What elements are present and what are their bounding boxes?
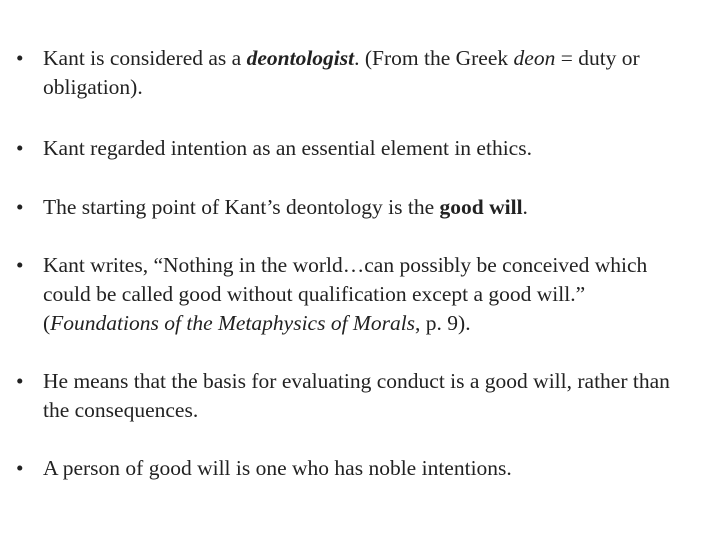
bullet-text: He means that the basis for evaluating conduct is a good will, rather than the consequences. [43, 369, 670, 422]
bullet-item-deontologist [16, 44, 676, 102]
bullet-glyph: • [16, 456, 24, 480]
bullet-item-good-will [16, 193, 676, 222]
bullet-glyph: • [16, 369, 24, 393]
bullet-text: Kant regarded intention as an essential element in ethics. [43, 136, 532, 160]
bullet-glyph: • [16, 195, 24, 219]
bullet-text: A person of good will is one who has noble intentions. [43, 456, 512, 480]
bullet-item-evaluation [16, 367, 676, 425]
bullet-text: , p. 9). [415, 311, 471, 335]
bullet-text: . [522, 195, 528, 219]
bullet-item-noble-intentions [16, 454, 676, 483]
emphasis-term: deon [513, 46, 556, 70]
bullet-glyph: • [16, 136, 24, 160]
bullet-list [16, 44, 676, 483]
bullet-text: Kant is considered as a [43, 46, 247, 70]
bullet-item-quote [16, 251, 676, 338]
bullet-glyph: • [16, 253, 24, 277]
emphasis-term: good will [439, 195, 523, 219]
bullet-item-intention [16, 134, 676, 163]
bullet-text: . (From the Greek [354, 46, 514, 70]
bullet-text: = duty or obligation). [43, 46, 640, 99]
bullet-glyph: • [16, 46, 24, 70]
bullet-text: The starting point of Kant’s deontology is the [43, 195, 440, 219]
emphasis-term: deontologist [246, 46, 355, 70]
book-title: Foundations of the Metaphysics of Morals [50, 311, 416, 335]
bullet-text: Kant writes, “Nothing in the world…can possibly be conceived which could be called good without qualification except a good will.” ( [43, 253, 648, 335]
